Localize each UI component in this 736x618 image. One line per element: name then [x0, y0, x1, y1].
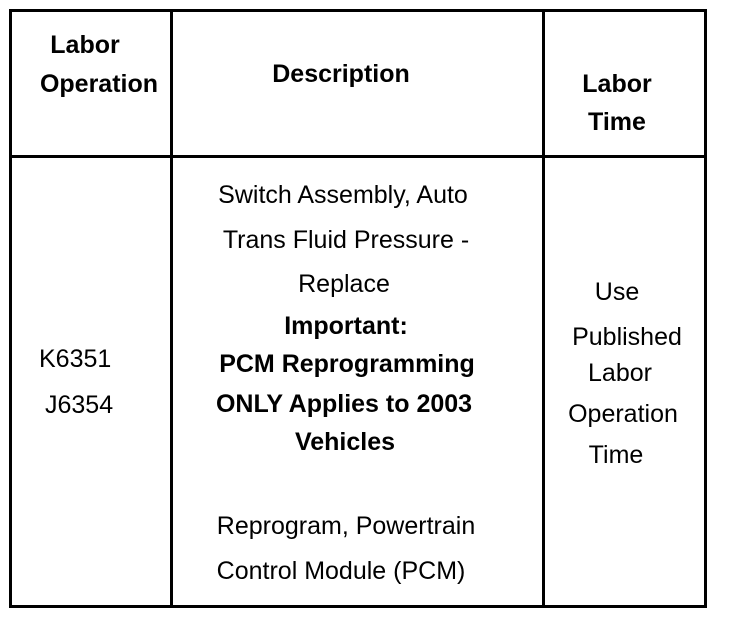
header-description: Description — [272, 60, 410, 88]
important-note-line: ONLY Applies to 2003 — [215, 390, 473, 418]
labor-time-line: Published — [572, 323, 682, 351]
important-label: Important: — [284, 312, 408, 340]
header-labor-operation-line1: Labor — [50, 31, 120, 59]
labor-time-line: Operation — [568, 400, 678, 428]
column-divider-1 — [170, 12, 173, 605]
column-divider-2 — [542, 12, 545, 605]
labor-op-code: K6351 — [39, 345, 112, 373]
description-line: Reprogram, Powertrain — [216, 512, 476, 540]
labor-time-line: Labor — [588, 359, 652, 387]
labor-op-code: J6354 — [45, 391, 114, 419]
description-line: Control Module (PCM) — [216, 557, 466, 585]
header-labor-time-line1: Labor — [582, 70, 652, 98]
description-line: Switch Assembly, Auto — [218, 181, 468, 209]
labor-time-line: Use — [594, 278, 640, 306]
description-line: Replace — [298, 270, 390, 298]
labor-time-line: Time — [588, 441, 644, 469]
important-note-line: Vehicles — [294, 428, 396, 456]
header-labor-operation-line2: Operation — [39, 70, 159, 98]
header-divider — [12, 155, 704, 158]
important-note-line: PCM Reprogramming — [219, 350, 475, 378]
description-line: Trans Fluid Pressure - — [222, 226, 470, 254]
header-labor-time-line2: Time — [588, 108, 646, 136]
